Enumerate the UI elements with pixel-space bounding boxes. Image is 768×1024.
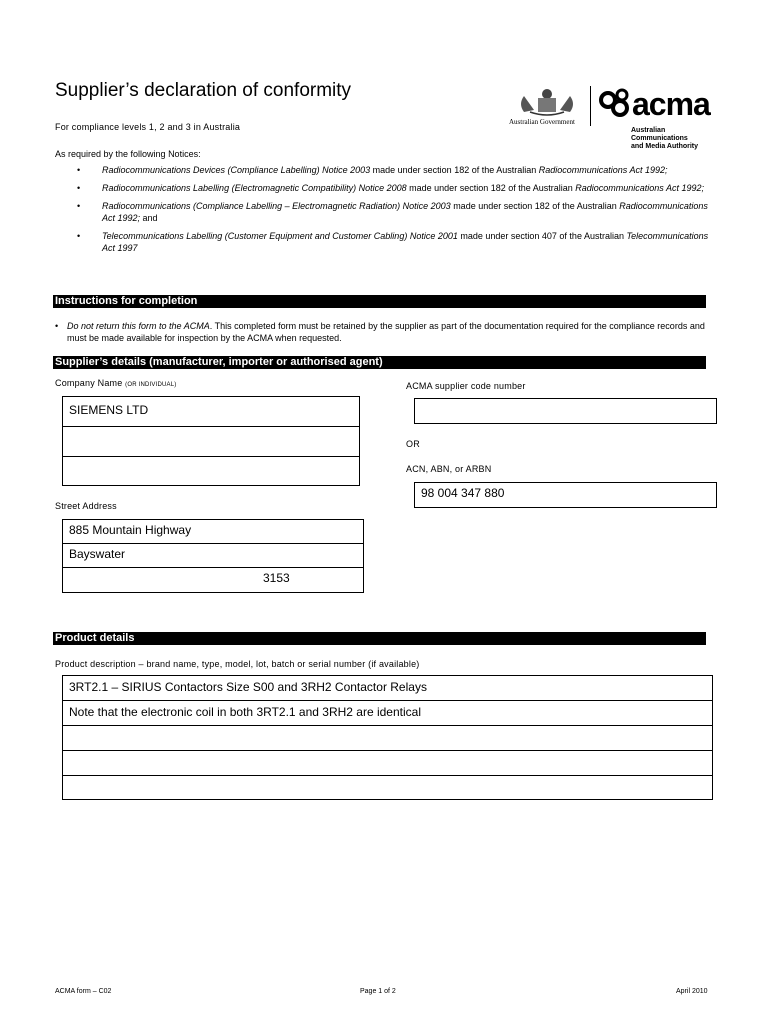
abn-label: ACN, ABN, or ARBN <box>406 464 492 474</box>
footer-date: April 2010 <box>676 988 708 995</box>
street-address-line[interactable]: Bayswater <box>63 544 363 568</box>
footer-form-id: ACMA form – C02 <box>55 988 112 995</box>
acma-name-line: Australian <box>631 127 666 134</box>
instructions-text: • Do not return this form to the ACMA. This completed form must be retained by the supplier as part of the documentation required for the compliance records and must be made available for inspection by the ACMA when requested. <box>55 321 705 343</box>
company-name-line[interactable]: SIEMENS LTD <box>63 397 359 427</box>
acma-code-field[interactable] <box>414 398 717 424</box>
acma-code-label: ACMA supplier code number <box>406 381 526 391</box>
bullet-icon: • <box>77 183 81 193</box>
notice-item: • Radiocommunications Devices (Compliance Labelling) Notice 2003 made under section 182 of the Australian Radiocommunications Act 1992; <box>77 165 668 175</box>
acma-name-line: Communications <box>631 135 688 142</box>
acma-name-line: and Media Authority <box>631 143 699 150</box>
company-name-line[interactable] <box>63 427 359 457</box>
bullet-icon: • <box>77 231 81 241</box>
instructions-heading: Instructions for completion <box>53 295 706 308</box>
company-name-field[interactable] <box>62 396 360 486</box>
bullet-icon: • <box>55 321 59 331</box>
product-line[interactable] <box>63 751 712 776</box>
notice-item: • Radiocommunications Labelling (Electromagnetic Compatibility) Notice 2008 made under section 182 of the Australian Radiocommunications Act 1992; <box>77 183 704 193</box>
footer-page-number: Page 1 of 2 <box>360 988 396 995</box>
street-address-label: Street Address <box>55 501 117 511</box>
product-line[interactable] <box>63 776 712 801</box>
street-address-line[interactable]: 885 Mountain Highway <box>63 520 363 544</box>
product-line[interactable]: Note that the electronic coil in both 3RT2.1 and 3RH2 are identical <box>63 701 712 726</box>
product-line[interactable]: 3RT2.1 – SIRIUS Contactors Size S00 and 3RH2 Contactor Relays <box>63 676 712 701</box>
product-description-field[interactable] <box>62 675 713 800</box>
bullet-icon: • <box>77 201 81 211</box>
product-line[interactable] <box>63 726 712 751</box>
product-description-label: Product description – brand name, type, model, lot, batch or serial number (if available) <box>55 659 420 669</box>
abn-field[interactable]: 98 004 347 880 <box>414 482 717 508</box>
notices-section <box>55 148 715 260</box>
acma-wordmark: acma <box>632 86 710 122</box>
street-address-field[interactable] <box>62 519 364 593</box>
postcode-line[interactable]: 3153 <box>263 571 290 585</box>
company-name-line[interactable] <box>63 457 359 487</box>
subtitle: For compliance levels 1, 2 and 3 in Australia <box>55 122 241 132</box>
product-heading: Product details <box>53 632 706 645</box>
page-title: Supplier’s declaration of conformity <box>55 80 352 101</box>
or-label: OR <box>406 439 420 449</box>
notice-item: • Telecommunications Labelling (Customer Equipment and Customer Cabling) Notice 2001 made under section 407 of the Australian Telecommunications Act 1997 <box>77 231 709 253</box>
logo-divider <box>590 86 591 126</box>
gov-label: Australian Government <box>509 118 575 126</box>
bullet-icon: • <box>77 165 81 175</box>
supplier-heading: Supplier’s details (manufacturer, importer or authorised agent) <box>53 356 706 369</box>
notice-item: • Radiocommunications (Compliance Labelling – Electromagnetic Radiation) Notice 2003 made under section 182 of the Australian Radiocommunications Act 1992; and <box>77 201 708 223</box>
company-name-label: Company Name (OR INDIVIDUAL) <box>55 378 177 388</box>
notices-intro: As required by the following Notices: <box>55 149 201 159</box>
